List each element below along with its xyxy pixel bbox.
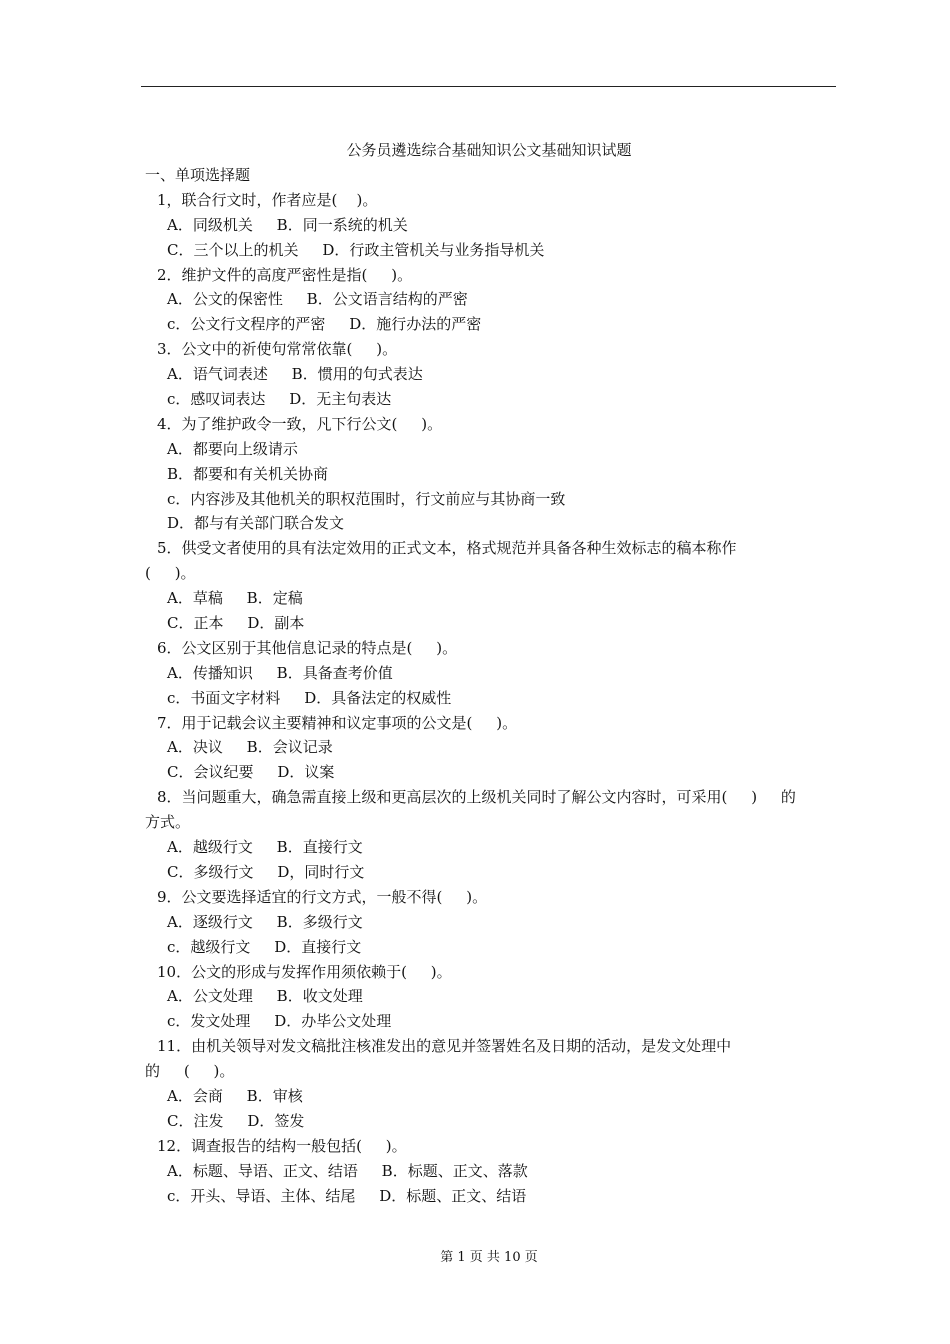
answer-options: C．三个以上的机关 D．行政主管机关与业务指导机关 [167,240,545,259]
question-stem: 9．公文要选择适宜的行文方式，一般不得( )。 [157,887,488,906]
question-stem: 3．公文中的祈使句常常依靠( )。 [157,340,398,359]
answer-options: A．逐级行文 B．多级行文 [167,912,363,931]
question-stem: 2．维护文件的高度严密性是指( )。 [157,265,413,284]
answer-options: A．都要向上级请示 [167,439,298,458]
question-stem: 12．调查报告的结构一般包括( )。 [157,1136,407,1155]
question-list [141,163,836,1208]
answer-options: C．多级行文 D，同时行文 [167,862,365,881]
answer-options: A．传播知识 B．具备查考价值 [167,663,393,682]
question-lines [141,188,836,1209]
question-continuation: 的 ( )。 [145,1062,235,1081]
question-stem: 6．公文区别于其他信息记录的特点是( )。 [157,638,458,657]
answer-options: A．越级行文 B．直接行文 [167,838,363,857]
answer-options: C．会议纪要 D．议案 [167,763,335,782]
answer-options: c．越级行文 D．直接行文 [167,937,362,956]
section-heading: 一、单项选择题 [145,166,251,184]
answer-options: A．标题、导语、正文、结语 B．标题、正文、落款 [167,1161,528,1180]
document-title: 公务员遴选综合基础知识公文基础知识试题 [346,141,632,159]
answer-options: A．公文处理 B．收文处理 [167,987,363,1006]
answer-options: D．都与有关部门联合发文 [167,514,345,533]
answer-options: A．会商 B．审核 [167,1086,303,1105]
question-stem: 5．供受文者使用的具有法定效用的正式文本，格式规范并具备各种生效标志的稿本称作 [157,539,737,558]
answer-options: A．语气词表述 B．惯用的句式表达 [167,365,423,384]
question-continuation: ( )。 [145,564,196,583]
question-stem: 11．由机关领导对发文稿批注核准发出的意见并签署姓名及日期的活动，是发文处理中 [157,1037,732,1056]
question-stem: 8．当问题重大，确急需直接上级和更高层次的上级机关同时了解公文内容时，可采用( ) 的 [157,788,796,807]
answer-options: c．书面文字材料 D．具备法定的权威性 [167,688,452,707]
page-footer: 第 1 页 共 10 页 [440,1250,538,1265]
answer-options: B．都要和有关机关协商 [167,464,329,483]
answer-options: A．决议 B．会议记录 [167,738,333,757]
question-stem: 7．用于记载会议主要精神和议定事项的公文是( )。 [157,713,518,732]
answer-options: c．公文行文程序的严密 D．施行办法的严密 [167,315,482,334]
header-rule [141,86,836,87]
question-continuation: 方式。 [145,813,191,832]
question-stem: 1，联合行文时，作者应是( )。 [157,190,378,209]
answer-options: c．开头、导语、主体、结尾 D．标题、正文、结语 [167,1186,527,1205]
answer-options: C．注发 D．签发 [167,1111,305,1130]
answer-options: A．草稿 B．定稿 [167,589,303,608]
answer-options: A．同级机关 B．同一系统的机关 [167,215,408,234]
answer-options: c．内容涉及其他机关的职权范围时，行文前应与其协商一致 [167,489,566,508]
answer-options: C．正本 D．副本 [167,614,305,633]
question-stem: 10．公文的形成与发挥作用须依赖于( )。 [157,962,452,981]
question-stem: 4．为了维护政令一致，凡下行公文( )。 [157,414,443,433]
answer-options: c．感叹词表达 D．无主句表达 [167,390,392,409]
answer-options: A．公文的保密性 B．公文语言结构的严密 [167,290,468,309]
answer-options: c．发文处理 D．办毕公文处理 [167,1012,392,1031]
